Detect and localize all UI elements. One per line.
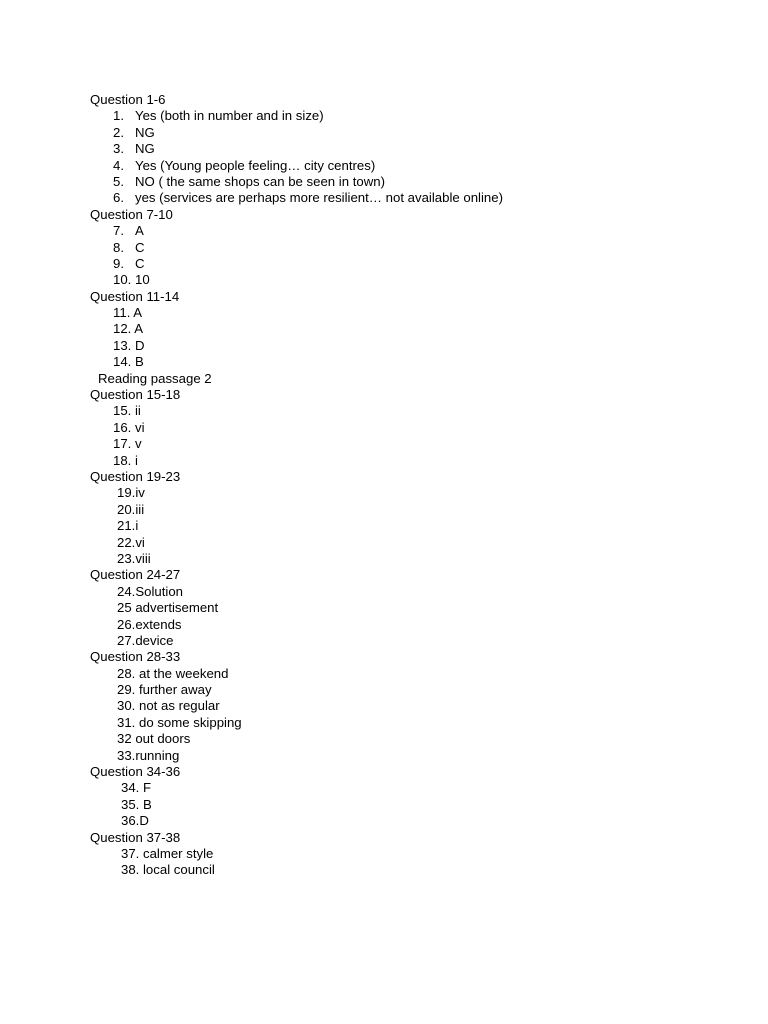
answer-item: 28. at the weekend [117,665,229,681]
answer-item [90,125,503,141]
answer-item: 15. ii [113,403,141,419]
answer-item: 24.Solution [117,583,183,599]
answer-item: 19.iv [117,485,145,501]
section-heading: Question 24-27 [90,567,181,583]
section-heading: Question 19-23 [90,468,181,484]
answer-item: 33.running [117,747,180,763]
answer-item: 38. local council [121,862,215,878]
answer-item [90,108,503,124]
item-number: 6. [113,190,124,206]
item-text: A [135,223,144,239]
answer-item: 11. A [113,305,143,321]
answer-item: 12. A [113,321,144,337]
answer-item: 13. D [113,337,145,353]
answer-item [90,190,503,206]
item-text: NG [135,141,155,157]
answer-item [90,240,503,256]
answer-item [90,256,503,272]
item-number: 7. [113,223,124,239]
answer-item: 14. B [113,354,144,370]
item-number: 4. [113,157,124,173]
item-number: 8. [113,239,124,255]
answer-item: 18. i [113,452,138,468]
section-heading: Question 15-18 [90,387,181,403]
section-heading: Question 11-14 [90,288,180,304]
item-text: Yes (Young people feeling… city centres) [135,157,376,173]
answer-item: 20.iii [117,501,145,517]
answer-item: 16. vi [113,419,145,435]
item-number: 1. [113,108,124,124]
item-number: 5. [113,173,124,189]
document-body [90,92,503,879]
answer-item [90,141,503,157]
answer-item [90,174,503,190]
answer-item: 26.extends [117,616,182,632]
answer-item: 21.i [117,518,139,534]
answer-item: 31. do some skipping [117,714,242,730]
answer-item: 34. F [121,780,152,796]
answer-item: 17. v [113,436,142,452]
item-number: 9. [113,255,124,271]
section-heading: Question 34-36 [90,764,181,780]
passage-heading: Reading passage 2 [98,370,212,386]
answer-item: 32 out doors [117,731,191,747]
item-number: 2. [113,124,124,140]
section-heading: Question 28-33 [90,649,181,665]
item-text: C [135,255,145,271]
answer-item: 35. B [121,796,152,812]
section-heading: Question 37-38 [90,829,181,845]
answer-item: 37. calmer style [121,845,214,861]
answer-item: 36.D [121,813,149,829]
answer-item: 27.device [117,632,174,648]
item-text: NG [135,124,155,140]
answer-item: 25 advertisement [117,600,219,616]
item-text: yes (services are perhaps more resilient… not available online) [135,190,503,206]
item-number: 3. [113,141,124,157]
answer-item [90,223,503,239]
section-heading: Question 7-10 [90,206,173,222]
answer-item: 30. not as regular [117,698,220,714]
answer-item: 22.vi [117,534,145,550]
section-heading: Question 1-6 [90,92,166,107]
item-text: NO ( the same shops can be seen in town) [135,173,385,189]
answer-item [90,158,503,174]
answer-item: 29. further away [117,682,212,698]
item-text: Yes (both in number and in size) [135,108,324,124]
answer-item: 10. 10 [113,272,150,288]
item-text: C [135,239,145,255]
answer-item: 23.viii [117,550,151,566]
